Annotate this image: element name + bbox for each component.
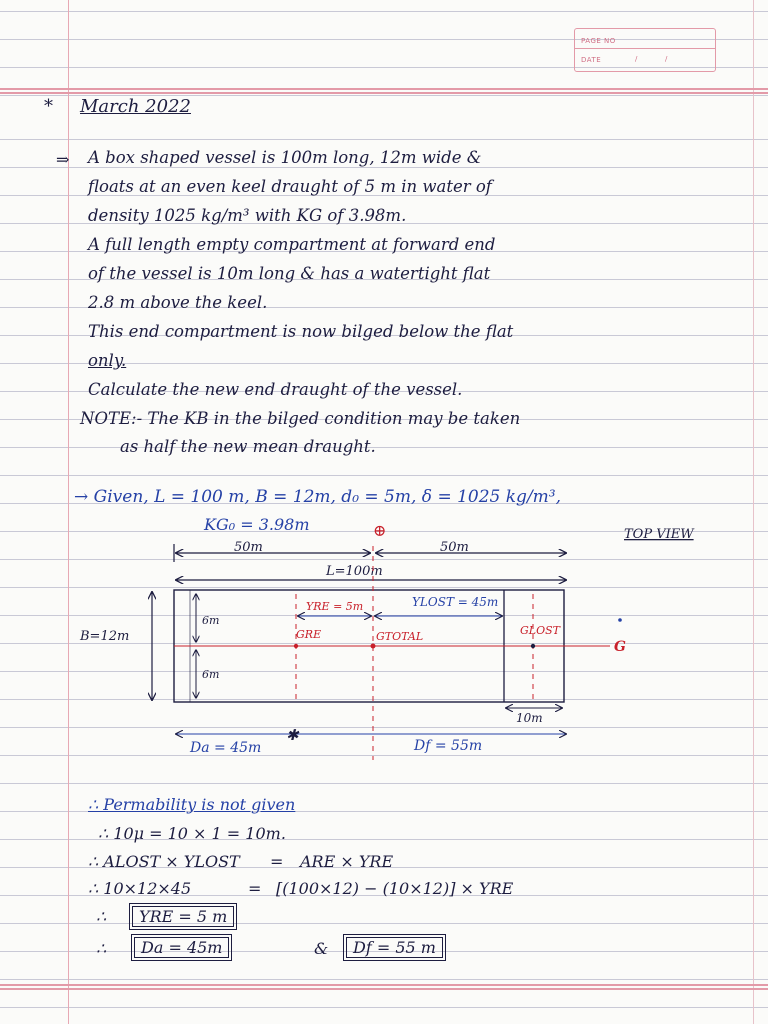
breadth-label: B=12m xyxy=(80,629,130,644)
given-line-2: KG₀ = 3.98m xyxy=(204,515,310,534)
df-label: Df = 55m xyxy=(414,738,483,754)
half-length-right: 50m xyxy=(440,540,469,555)
result-df-box: Df = 55 m xyxy=(346,937,443,958)
working-line-4-eq: = xyxy=(248,879,262,898)
working-line-3-eq: = xyxy=(270,852,284,871)
question-line: Calculate the new end draught of the vessel. xyxy=(88,380,463,399)
footer-rule-2 xyxy=(0,988,768,990)
date-label: DATE xyxy=(581,56,602,64)
question-line: floats at an even keel draught of 5 m in water of xyxy=(88,177,492,196)
half-length-left: 50m xyxy=(234,540,263,555)
page-date-stamp xyxy=(574,28,716,72)
working-line-6-prefix: ∴ xyxy=(96,939,107,958)
half-breadth-bottom: 6m xyxy=(202,668,220,681)
y-lost-label: YLOST = 45m xyxy=(412,595,499,609)
question-line: only. xyxy=(88,351,127,370)
page-no-label: PAGE NO xyxy=(581,37,616,45)
y-re-label: YRE = 5m xyxy=(306,600,364,613)
working-line-4-right: [(100×12) − (10×12)] × YRE xyxy=(276,879,514,898)
question-line: 2.8 m above the keel. xyxy=(88,293,268,312)
result-y-re-box: YRE = 5 m xyxy=(132,906,234,927)
question-note-line: as half the new mean draught. xyxy=(120,437,376,456)
question-line: density 1025 kg/m³ with KG of 3.98m. xyxy=(88,206,407,225)
question-line: This end compartment is now bilged below the flat xyxy=(88,322,514,341)
top-view-label: TOP VIEW xyxy=(624,527,694,542)
working-line-5-prefix: ∴ xyxy=(96,907,107,926)
working-line-6-amp: & xyxy=(314,939,329,958)
g-lost-label: GLOST xyxy=(520,624,560,637)
question-arrow-icon: ⇒ xyxy=(56,150,70,169)
page-edge xyxy=(753,0,754,1024)
question-line: A full length empty compartment at forward end xyxy=(88,235,496,254)
date-slash-2: / xyxy=(665,55,668,63)
question-line: A box shaped vessel is 100m long, 12m wide & xyxy=(88,148,482,167)
midship-symbol: ⊕ xyxy=(373,521,387,540)
header-rule xyxy=(0,88,768,90)
svg-text:✱: ✱ xyxy=(286,726,299,744)
given-line-1: → Given, L = 100 m, B = 12m, d₀ = 5m, δ = 1025 kg/m³, xyxy=(74,487,562,507)
working-line-1: ∴ Permability is not given xyxy=(88,795,296,814)
g-re-label: GRE xyxy=(296,628,322,641)
question-note-line: NOTE:- The KB in the bilged condition may be taken xyxy=(80,409,521,428)
question-line: of the vessel is 10m long & has a watertight flat xyxy=(88,264,491,283)
top-view-diagram xyxy=(0,520,768,770)
page-title: March 2022 xyxy=(80,96,191,117)
da-label: Da = 45m xyxy=(190,740,262,756)
working-line-3-left: ∴ ALOST × YLOST xyxy=(88,852,240,871)
header-rule-2 xyxy=(0,92,768,94)
heading-bullet: * xyxy=(44,96,53,117)
g-total-label: GTOTAL xyxy=(376,630,424,643)
g-marker: G xyxy=(614,639,626,655)
half-breadth-top: 6m xyxy=(202,614,220,627)
working-line-3-right: ARE × YRE xyxy=(300,852,394,871)
length-label: L=100m xyxy=(326,564,383,579)
working-line-2: ∴ 10μ = 10 × 1 = 10m. xyxy=(98,824,286,843)
result-da-box: Da = 45m xyxy=(134,937,229,958)
date-slash-1: / xyxy=(635,55,638,63)
footer-rule xyxy=(0,984,768,986)
compartment-length-label: 10m xyxy=(516,711,543,725)
working-line-4-left: ∴ 10×12×45 xyxy=(88,879,192,898)
